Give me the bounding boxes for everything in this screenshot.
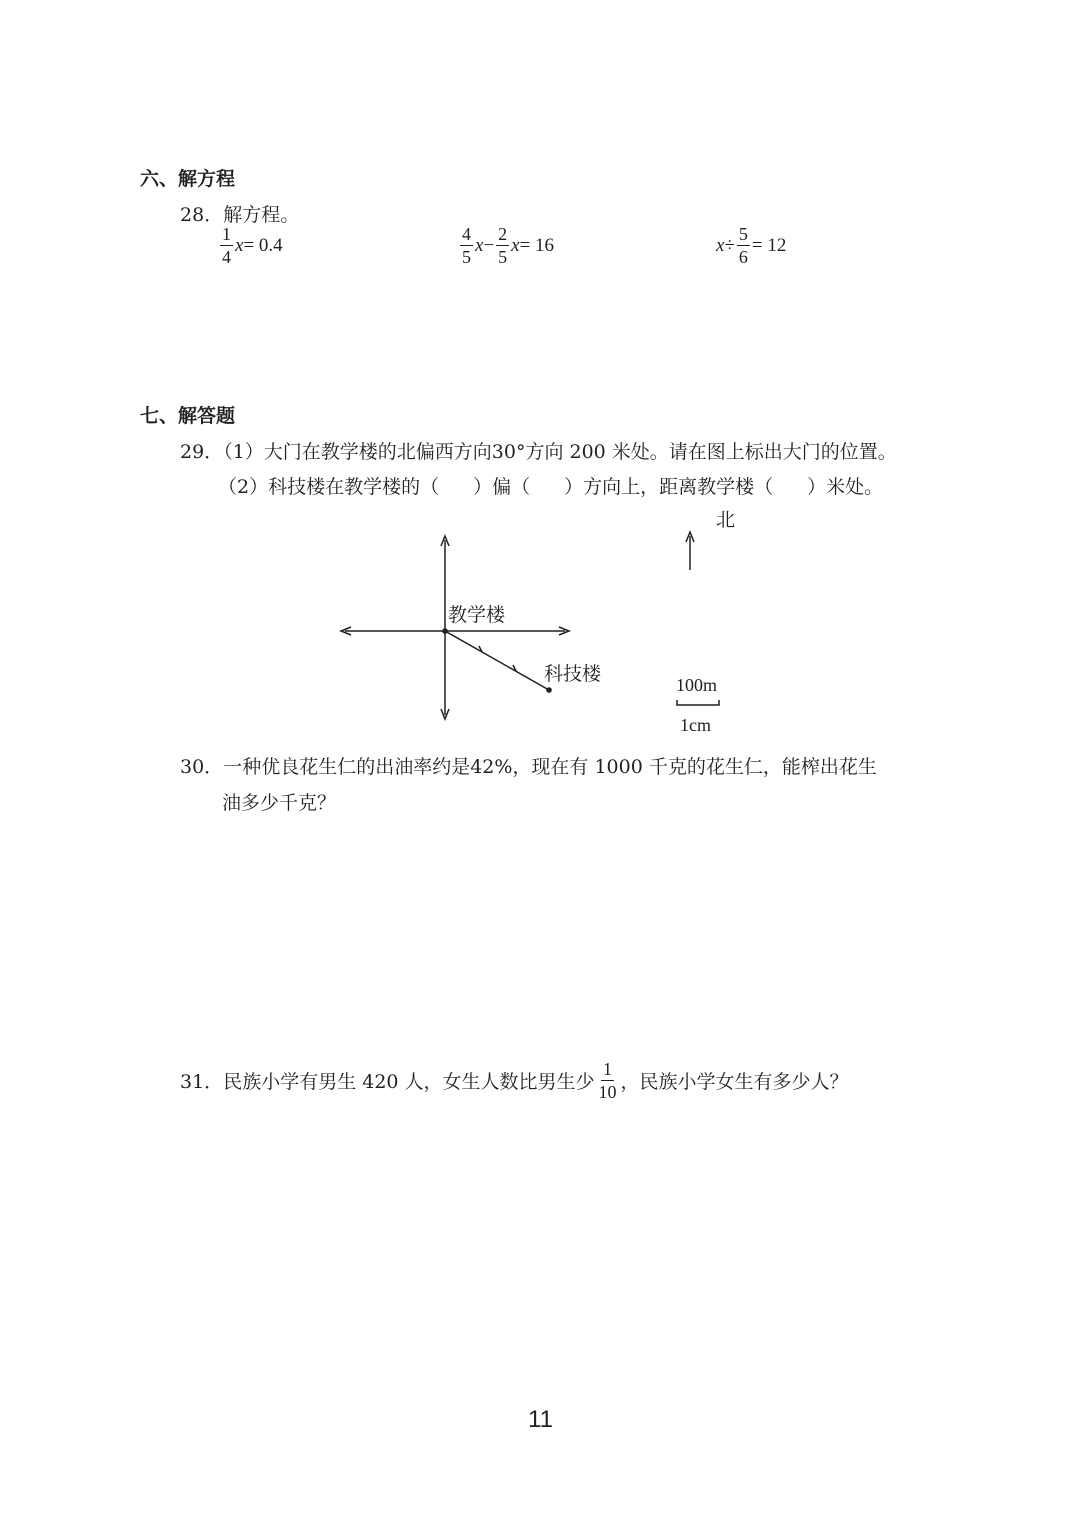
fraction-one-quarter: $\frac{1}{4}$ (222, 224, 231, 267)
question-29-part-1: 29．（1）大门在教学楼的北偏西方向30°方向 200 米处。请在图上标出大门的位置。 (180, 441, 897, 463)
fraction-four-fifths: $\frac{4}{5}$ (462, 224, 471, 267)
question-31-number: 31． (180, 1071, 224, 1093)
question-30-line-1: 30．一种优良花生仁的出油率约是42%，现在有 1000 千克的花生仁，能榨出花生 (180, 756, 877, 778)
fraction-one-tenth: $\frac{1}{10}$ (598, 1059, 617, 1102)
question-30-line-2: 油多少千克？ (222, 792, 337, 814)
question-31: 31． 民族小学有男生 420 人，女生人数比男生少 $\frac{1}{10}$ ，民族小学女生有多少人？ (180, 1059, 849, 1102)
fraction-two-fifths: $\frac{2}{5}$ (498, 224, 508, 267)
equation-3: x ÷ $\frac{5}{6}$ = 12 (716, 224, 787, 267)
question-29-part-2: （2）科技楼在教学楼的（ ）偏（ ）方向上，距离教学楼（ ）米处。 (218, 476, 884, 498)
question-30-number: 30． (180, 756, 224, 778)
scale-top-label: 100m (676, 675, 718, 695)
teaching-building-point (442, 628, 448, 634)
north-label: 北 (716, 509, 736, 531)
section-6-title: 六、解方程 (140, 168, 236, 190)
tech-building-point (546, 687, 552, 693)
section-7-title: 七、解答题 (140, 405, 236, 427)
fraction-five-sixths: $\frac{5}{6}$ (738, 224, 748, 267)
teaching-building-label: 教学楼 (448, 604, 506, 626)
question-28-number: 28． (180, 204, 224, 226)
tech-building-line (445, 631, 549, 690)
scale-bar (677, 700, 719, 705)
question-29-number: 29． (180, 441, 224, 463)
question-28-prompt: 解方程。 (223, 204, 300, 226)
tech-building-label: 科技楼 (544, 663, 602, 685)
page-number: 11 (528, 1406, 553, 1433)
equation-2: $\frac{4}{5}$ x − $\frac{2}{5}$ x = 16 (462, 224, 555, 267)
scale-bottom-label: 1cm (680, 715, 711, 735)
equation-1: $\frac{1}{4}$ x = 0.4 (222, 224, 283, 267)
